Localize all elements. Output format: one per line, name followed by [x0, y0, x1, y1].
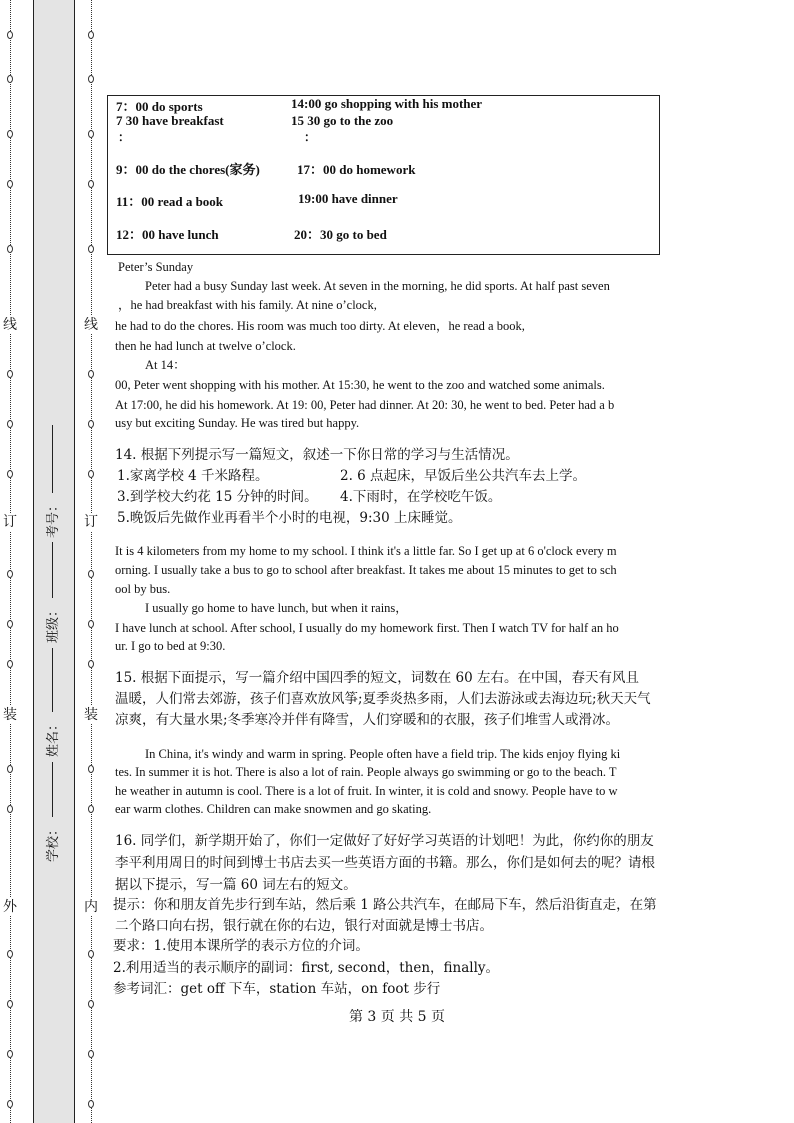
- q14-hint: 1.家离学校 4 千米路程。: [117, 468, 269, 484]
- binding-ring: [88, 130, 94, 138]
- class-line: [52, 542, 53, 598]
- binding-char-xian-inner: 线: [84, 317, 98, 333]
- binding-ring: [88, 370, 94, 378]
- binding-ring: [88, 660, 94, 668]
- binding-strip: [33, 0, 75, 1123]
- peter-line: At 14：: [145, 358, 186, 372]
- schedule-right-cell: 19:00 have dinner: [298, 191, 398, 206]
- schedule-left-cell: 7：00 do sports: [116, 99, 203, 114]
- q15-answer-line: he weather in autumn is cool. There is a lot of fruit. In winter, it is cold and snowy. People have to w: [115, 784, 618, 798]
- q16-vocabulary: 参考词汇：get off 下车，station 车站，on foot 步行: [113, 981, 441, 997]
- name-label: 姓名：: [46, 717, 61, 757]
- q14-hint: 3.到学校大约花 15 分钟的时间。: [117, 489, 318, 505]
- schedule-right-cell: 14:00 go shopping with his mother: [291, 96, 483, 111]
- binding-ring: [88, 765, 94, 773]
- q14-hint: 2. 6 点起床，早饭后坐公共汽车去上学。: [340, 468, 587, 484]
- school-line: [52, 762, 53, 817]
- binding-ring: [88, 420, 94, 428]
- exam-number-label: 考号：: [46, 498, 61, 538]
- peter-line: Peter had a busy Sunday last week. At seven in the morning, he did sports. At half past seven: [145, 279, 610, 293]
- binding-ring: [7, 660, 13, 668]
- q16-hint: 二个路口向右拐，银行就在你的右边，银行对面就是博士书店。: [115, 918, 493, 934]
- binding-ring: [7, 950, 13, 958]
- q15-prompt: 15. 根据下面提示，写一篇介绍中国四季的短文，词数在 60 左右。在中国，春天有风且: [115, 670, 640, 686]
- q14-hint: 4.下雨时，在学校吃午饭。: [340, 489, 502, 505]
- q16-prompt: 李平利用周日的时间到博士书店去买一些英语方面的书籍。那么，你们是如何去的呢？请根: [115, 855, 655, 871]
- schedule-colon: ：: [304, 130, 317, 144]
- binding-char-zhuang-outer: 装: [3, 707, 17, 723]
- name-line: [52, 648, 53, 712]
- binding-ring: [7, 1050, 13, 1058]
- peter-line: he had to do the chores. His room was much too dirty. At eleven，he read a book,: [115, 319, 525, 333]
- schedule-left-cell: 9：00 do the chores(家务): [116, 162, 260, 177]
- binding-ring: [7, 470, 13, 478]
- q16-hint: 提示：你和朋友首先步行到车站，然后乘 1 路公共汽车，在邮局下车，然后沿街直走，在第: [113, 897, 657, 913]
- binding-char-xian-outer: 线: [3, 317, 17, 333]
- binding-ring: [7, 180, 13, 188]
- peter-line: At 17:00, he did his homework. At 19: 00, Peter had dinner. At 20: 30, he went to bed. Peter had a b: [115, 398, 615, 412]
- q16-prompt: 据以下提示，写一篇 60 词左右的短文。: [115, 877, 357, 893]
- binding-ring: [7, 31, 13, 39]
- q14-answer-line: ur. I go to bed at 9:30.: [115, 639, 226, 653]
- q14-hint: 5.晚饭后先做作业再看半个小时的电视，9:30 上床睡觉。: [117, 510, 462, 526]
- binding-ring: [7, 805, 13, 813]
- binding-ring: [88, 805, 94, 813]
- binding-ring: [7, 370, 13, 378]
- schedule-left-cell: 7 30 have breakfast: [116, 113, 224, 128]
- binding-char-wai-outer: 外: [3, 899, 17, 915]
- class-label: 班级：: [46, 603, 61, 643]
- binding-ring: [88, 31, 94, 39]
- binding-char-ding-inner: 订: [84, 514, 98, 530]
- schedule-left-cell: 11：00 read a book: [116, 194, 224, 209]
- binding-ring: [88, 950, 94, 958]
- schedule-right-cell: 17：00 do homework: [297, 162, 416, 177]
- q16-requirement: 要求：1.使用本课所学的表示方位的介词。: [113, 938, 369, 954]
- binding-ring: [88, 620, 94, 628]
- q16-requirement: 2.利用适当的表示顺序的副词：first, second，then，finally。: [113, 960, 500, 976]
- binding-char-nei-inner: 内: [84, 899, 98, 915]
- peter-line: then he had lunch at twelve o’clock.: [115, 339, 296, 353]
- binding-ring: [7, 1100, 13, 1108]
- q14-answer-line: orning. I usually take a bus to go to school after breakfast. It takes me about 15 minutes to get to sch: [115, 563, 617, 577]
- q14-answer-line: It is 4 kilometers from my home to my school. I think it's a little far. So I get up at 6 o'clock every m: [115, 544, 617, 558]
- binding-ring: [7, 130, 13, 138]
- schedule-row: [116, 159, 416, 178]
- schedule-colon: ：: [118, 130, 131, 144]
- school-label: 学校：: [46, 822, 61, 862]
- binding-ring: [88, 245, 94, 253]
- schedule-row: [116, 191, 398, 210]
- schedule-left-cell: 12：00 have lunch: [116, 227, 219, 242]
- binding-ring: [7, 765, 13, 773]
- binding-ring: [88, 570, 94, 578]
- q15-answer-line: ear warm clothes. Children can make snowmen and go skating.: [115, 802, 432, 816]
- peter-line: ，he had breakfast with his family. At nine o’clock,: [118, 298, 377, 312]
- peter-line: 00, Peter went shopping with his mother. At 15:30, he went to the zoo and watched some animals.: [115, 378, 605, 392]
- schedule-right-cell: 20：30 go to bed: [294, 227, 387, 242]
- binding-ring: [7, 420, 13, 428]
- binding-ring: [7, 570, 13, 578]
- binding-ring: [88, 180, 94, 188]
- binding-ring: [7, 620, 13, 628]
- q14-answer-line: I usually go home to have lunch, but when it rains，: [145, 601, 408, 615]
- q14-prompt: 14. 根据下列提示写一篇短文，叙述一下你日常的学习与生活情况。: [115, 447, 519, 463]
- schedule-row: [116, 113, 394, 129]
- binding-ring: [7, 75, 13, 83]
- peter-line: usy but exciting Sunday. He was tired but happy.: [115, 416, 360, 430]
- q15-answer-line: In China, it's windy and warm in spring. People often have a field trip. The kids enjoy flying ki: [145, 747, 621, 761]
- q14-answer-line: I have lunch at school. After school, I usually do my homework first. Then I watch TV for half an ho: [115, 621, 619, 635]
- schedule-table: [107, 95, 660, 255]
- q15-prompt: 凉爽，有大量水果;冬季寒冷并伴有降雪，人们穿暖和的衣服，孩子们堆雪人或滑冰。: [115, 712, 620, 728]
- schedule-row: [116, 224, 387, 243]
- binding-ring: [88, 1050, 94, 1058]
- binding-ring: [88, 470, 94, 478]
- binding-ring: [88, 1100, 94, 1108]
- q15-prompt: 温暖，人们常去郊游，孩子们喜欢放风筝;夏季炎热多雨，人们去游泳或去海边玩;秋天天气: [115, 691, 651, 707]
- binding-char-zhuang-inner: 装: [84, 707, 98, 723]
- peter-title: Peter’s Sunday: [118, 260, 194, 274]
- binding-ring: [7, 245, 13, 253]
- binding-ring: [88, 75, 94, 83]
- q15-answer-line: tes. In summer it is hot. There is also a lot of rain. People always go swimming or go to the beach. T: [115, 765, 617, 779]
- binding-char-ding-outer: 订: [3, 514, 17, 530]
- page-footer: 第 3 页 共 5 页: [348, 1009, 446, 1025]
- schedule-right-cell: 15 30 go to the zoo: [291, 113, 394, 128]
- exam-number-line: [52, 425, 53, 493]
- q16-prompt: 16. 同学们，新学期开始了，你们一定做好了好好学习英语的计划吧！为此，你约你的朋友: [115, 833, 654, 849]
- q14-answer-line: ool by bus.: [115, 582, 171, 596]
